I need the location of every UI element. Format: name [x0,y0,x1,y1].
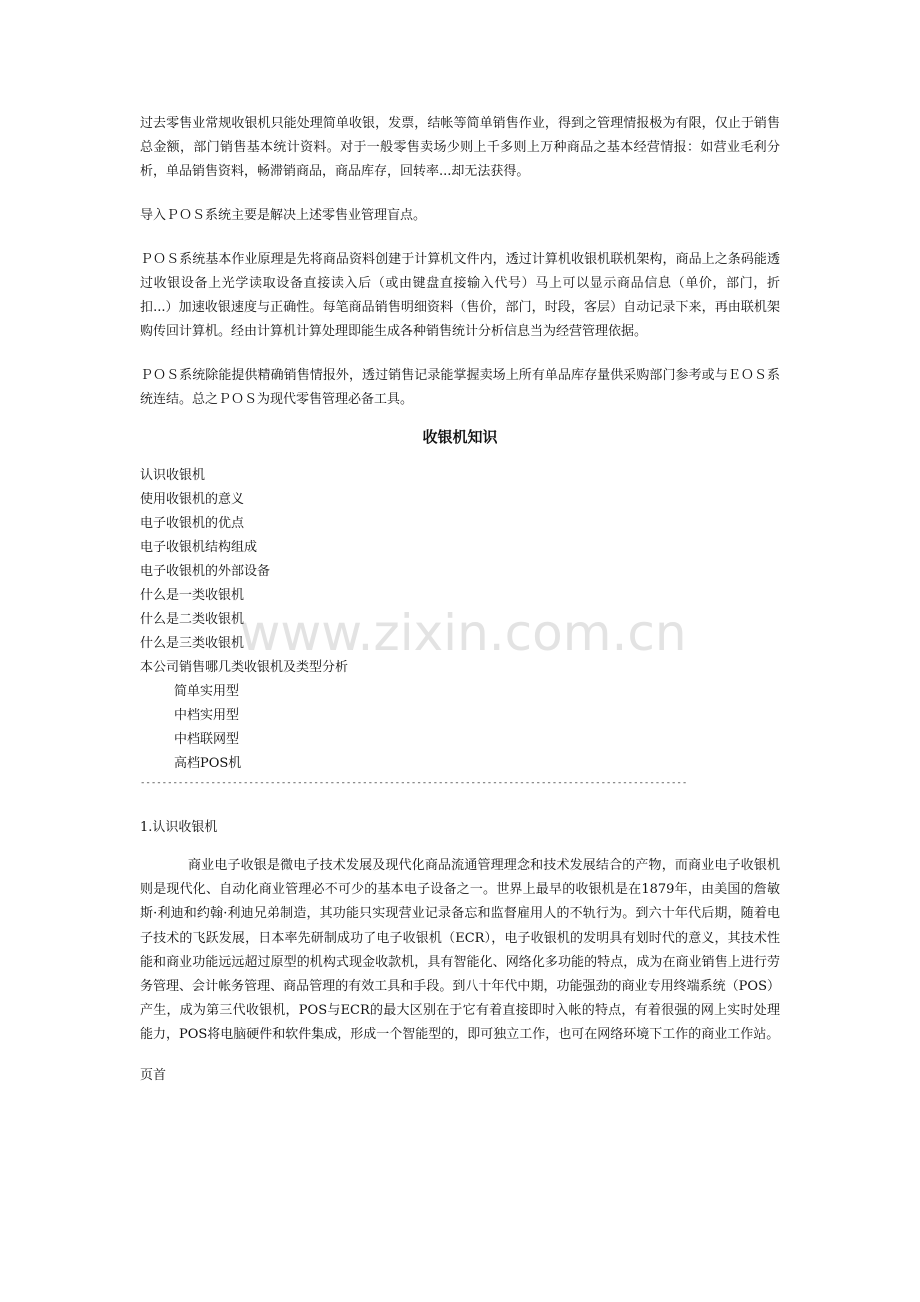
document-content [140,112,780,1086]
toc-item-class-one[interactable]: 什么是一类收银机 [140,588,245,603]
toc-item-advantages[interactable]: 电子收银机的优点 [140,516,245,531]
intro-paragraph-3: ＰＯＳ系统基本作业原理是先将商品资料创建于计算机文件内，透过计算机收银机联机架构，商品上之条码能透过收银设备上光学读取设备直接读入后（或由键盘直接输入代号）马上可以显示商品信息（单价，部门，折扣...）加速收银速度与正确性。每笔商品销售明细资料（售价，部门，时段，客层）自动记录下来，再由联机架购传回计算机。经由计算机计算处理即能生成各种销售统计分析信息当为经营管理依据。 [140,252,780,339]
table-of-contents [140,464,780,776]
toc-item-structure[interactable]: 电子收银机结构组成 [140,540,258,555]
back-to-top-link[interactable]: 页首 [140,1067,167,1083]
toc-item-class-two[interactable]: 什么是二类收银机 [140,612,245,627]
section-1-body: 商业电子收银是微电子技术发展及现代化商品流通管理理念和技术发展结合的产物，而商业电子收银机则是现代化、自动化商业管理必不可少的基本电子设备之一。世界上最早的收银机是在1879年，由美国的詹敏斯·利迪和约翰·利迪兄弟制造，其功能只实现营业记录备忘和监督雇用人的不轨行为。到六十年代后期，随着电子技术的飞跃发展，日本率先研制成功了电子收银机（ECR），电子收银机的发明具有划时代的意义，其技术性能和商业功能远远超过原型的机构式现金收款机，具有智能化、网络化多功能的特点，成为在商业销售上进行劳务管理、会计帐务管理、商品管理的有效工具和手段。到八十年代中期，功能强劲的商业专用终端系统（POS）产生，成为第三代收银机，POS与ECR的最大区别在于它有着直接即时入帐的特点，有着很强的网上实时处理能力，POS将电脑硬件和软件集成，形成一个智能型的，即可独立工作，也可在网络环境下工作的商业工作站。 [140,858,780,1043]
section-1-title: 1.认识收银机 [140,820,218,835]
toc-item-company-types[interactable]: 本公司销售哪几类收银机及类型分析 [140,660,349,675]
toc-item-peripherals[interactable]: 电子收银机的外部设备 [140,564,271,579]
intro-paragraph-1: 过去零售业常规收银机只能处理简单收银，发票，结帐等简单销售作业，得到之管理情报极为有限，仅止于销售总金额，部门销售基本统计资料。对于一般零售卖场少则上千多则上万种商品之基本经营情报：如营业毛利分析，单品销售资料，畅滞销商品，商品库存，回转率...却无法获得。 [140,116,780,179]
intro-paragraph-2: 导入ＰＯＳ系统主要是解决上述零售业管理盲点。 [140,208,427,223]
watermark-text: www.zixin.com.cn [239,604,687,662]
toc-subitem-mid-network[interactable]: 中档联网型 [174,732,240,747]
intro-paragraph-4: ＰＯＳ系统除能提供精确销售情报外，透过销售记录能掌握卖场上所有单品库存量供采购部门参考或与ＥＯＳ系统连结。总之ＰＯＳ为现代零售管理必备工具。 [140,368,780,407]
toc-item-recognize[interactable]: 认识收银机 [140,468,206,483]
dashed-divider: ----------------------------------------------------------------------------------------------------- [140,778,688,788]
toc-item-meaning[interactable]: 使用收银机的意义 [140,492,245,507]
toc-subitem-simple[interactable]: 简单实用型 [174,684,240,699]
toc-item-class-three[interactable]: 什么是三类收银机 [140,636,245,651]
section-heading: 收银机知识 [422,428,498,446]
toc-subitem-mid-practical[interactable]: 中档实用型 [174,708,240,723]
toc-subitem-high-pos[interactable]: 高档POS机 [174,756,242,771]
